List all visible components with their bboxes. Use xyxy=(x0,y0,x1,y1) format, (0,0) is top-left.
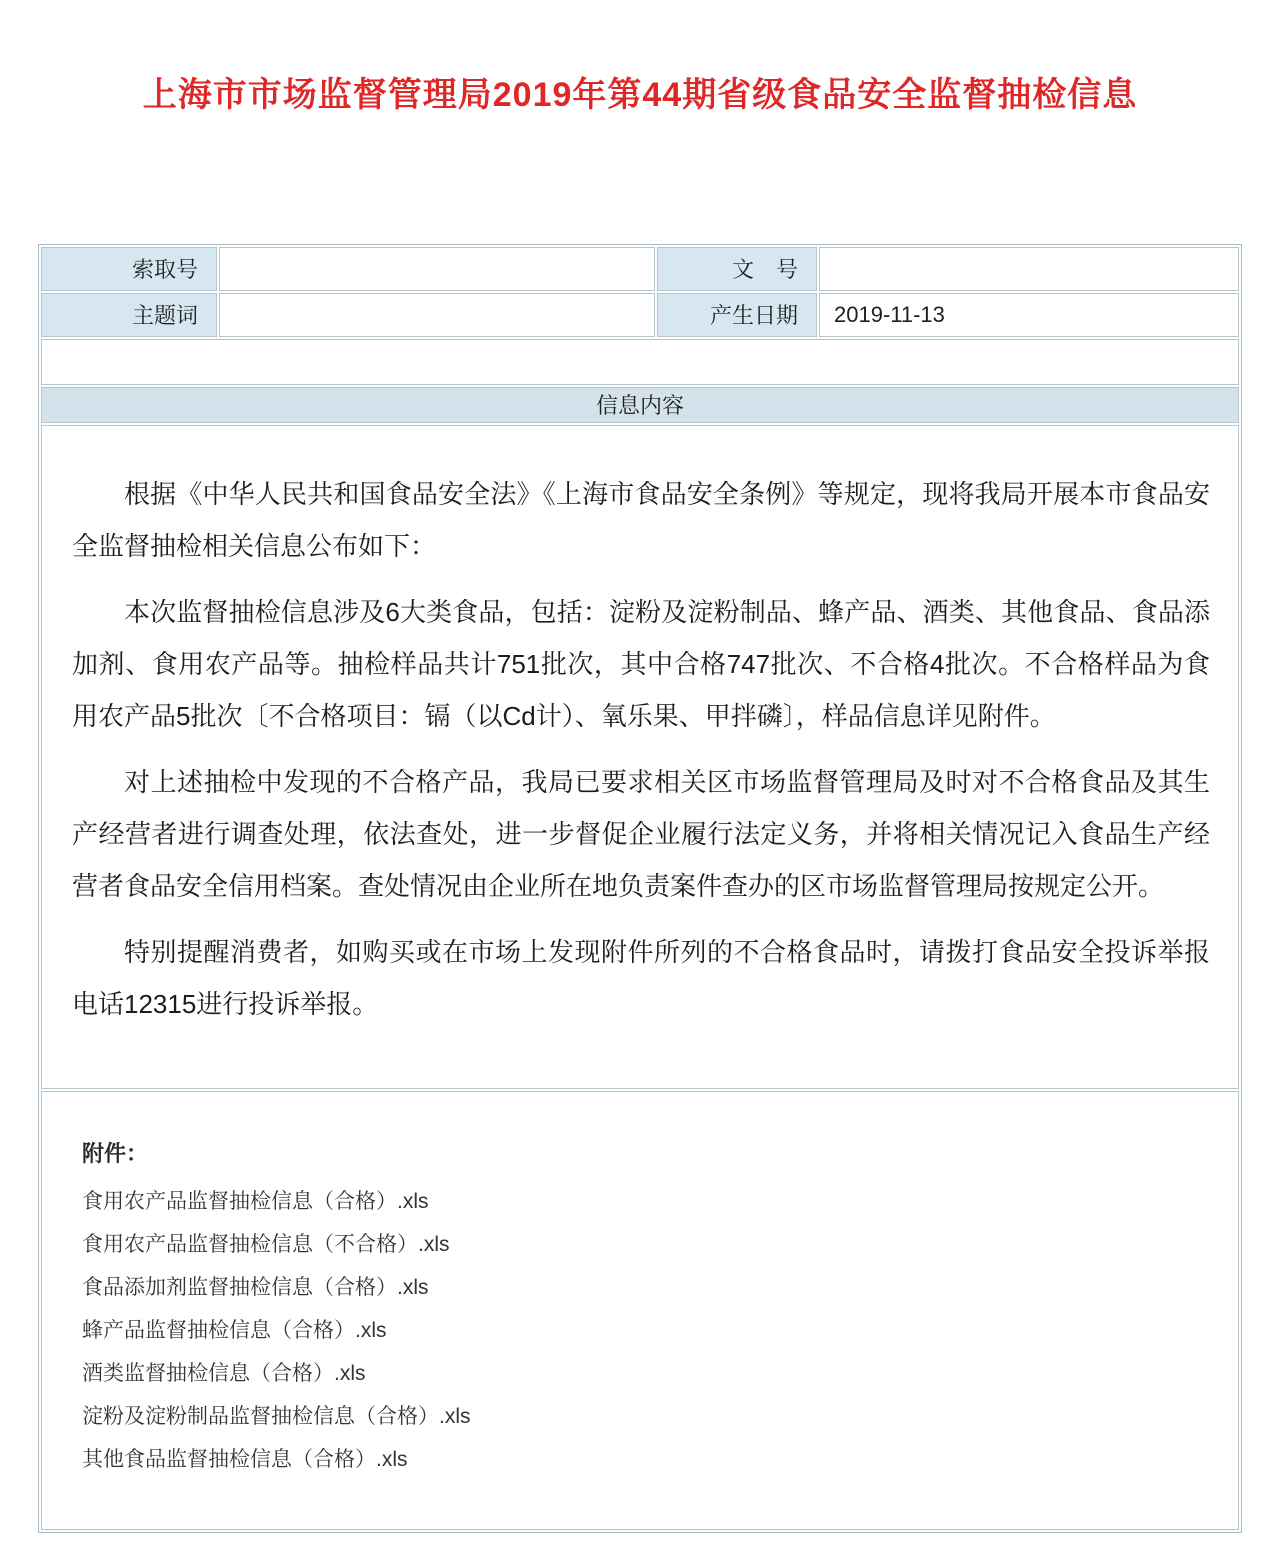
section-header-row xyxy=(41,387,1239,423)
subject-words-value xyxy=(219,293,655,337)
attachment-link-edible-agri-fail[interactable]: 食用农产品监督抽检信息（不合格）.xls xyxy=(82,1232,450,1256)
attachment-link-bee-products-pass[interactable]: 蜂产品监督抽检信息（合格）.xls xyxy=(82,1318,387,1342)
index-number-label: 索取号 xyxy=(41,247,217,291)
issue-date-value: 2019-11-13 xyxy=(819,293,1239,337)
meta-row-1 xyxy=(41,247,1239,291)
meta-row-2 xyxy=(41,293,1239,337)
content-row xyxy=(41,425,1239,1089)
attachment-link-edible-agri-pass[interactable]: 食用农产品监督抽检信息（合格）.xls xyxy=(82,1189,429,1213)
paragraph-intro: 根据《中华人民共和国食品安全法》《上海市食品安全条例》等规定，现将我局开展本市食品安全监督抽检相关信息公布如下： xyxy=(72,478,1210,561)
document-meta-table xyxy=(38,244,1242,1533)
spacer-cell xyxy=(41,339,1239,385)
document-number-label: 文 号 xyxy=(657,247,817,291)
attachments-row xyxy=(41,1091,1239,1530)
attachments-cell xyxy=(41,1091,1239,1530)
spacer-row xyxy=(41,339,1239,385)
attachments-label: 附件： xyxy=(82,1140,149,1166)
paragraph-consumer-notice: 特别提醒消费者，如购买或在市场上发现附件所列的不合格食品时，请拨打食品安全投诉举报电话12315进行投诉举报。 xyxy=(72,936,1210,1019)
issue-date-label: 产生日期 xyxy=(657,293,817,337)
section-header: 信息内容 xyxy=(41,387,1239,423)
attachment-link-other-foods-pass[interactable]: 其他食品监督抽检信息（合格）.xls xyxy=(82,1447,408,1471)
document-number-value xyxy=(819,247,1239,291)
paragraph-sampling-summary: 本次监督抽检信息涉及6大类食品，包括：淀粉及淀粉制品、蜂产品、酒类、其他食品、食品添加剂、食用农产品等。抽检样品共计751批次，其中合格747批次、不合格4批次。不合格样品为食用农产品5批次〔不合格项目：镉（以Cd计）、氧乐果、甲拌磷〕，样品信息详见附件。 xyxy=(72,596,1210,731)
attachment-link-starch-products-pass[interactable]: 淀粉及淀粉制品监督抽检信息（合格）.xls xyxy=(82,1404,471,1428)
subject-words-label: 主题词 xyxy=(41,293,217,337)
index-number-value xyxy=(219,247,655,291)
page-title: 上海市市场监督管理局2019年第44期省级食品安全监督抽检信息 xyxy=(142,75,1138,114)
attachment-link-alcohol-pass[interactable]: 酒类监督抽检信息（合格）.xls xyxy=(82,1361,366,1385)
attachment-link-food-additives-pass[interactable]: 食品添加剂监督抽检信息（合格）.xls xyxy=(82,1275,429,1299)
content-cell xyxy=(41,425,1239,1089)
paragraph-enforcement: 对上述抽检中发现的不合格产品，我局已要求相关区市场监督管理局及时对不合格食品及其生产经营者进行调查处理，依法查处，进一步督促企业履行法定义务，并将相关情况记入食品生产经营者食品安全信用档案。查处情况由企业所在地负责案件查办的区市场监督管理局按规定公开。 xyxy=(72,766,1210,901)
